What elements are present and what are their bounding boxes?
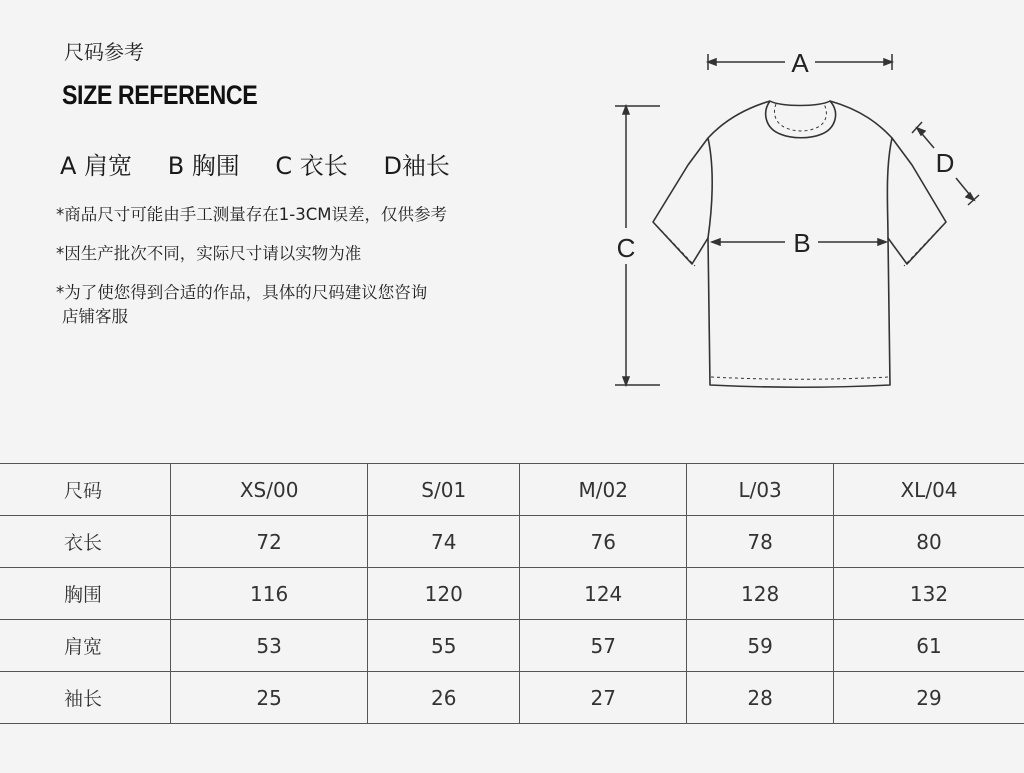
table-header-row: [0, 464, 1024, 516]
table-cell: L/03: [687, 464, 834, 516]
label-a: A: [791, 48, 809, 78]
measurement-legend: [60, 146, 478, 181]
table-cell: 132: [834, 568, 1024, 620]
table-cell: XL/04: [834, 464, 1024, 516]
legend-b: B 胸围: [167, 152, 240, 180]
table-cell: 53: [171, 620, 368, 672]
label-d: D: [935, 148, 955, 178]
label-c: C: [616, 233, 636, 263]
row-label-cell: 衣长: [0, 516, 171, 568]
table-cell: 78: [687, 516, 834, 568]
row-label-cell: 肩宽: [0, 620, 171, 672]
label-b: B: [793, 228, 811, 258]
legend-d: D袖长: [383, 152, 450, 180]
notes: [56, 205, 536, 346]
note-consult: *为了使您得到合适的作品，具体的尺码建议您咨询: [56, 283, 428, 302]
table-cell: 61: [834, 620, 1024, 672]
table-cell: 25: [171, 672, 368, 724]
table-cell: 27: [520, 672, 687, 724]
table-cell: 76: [520, 516, 687, 568]
table-cell: 28: [687, 672, 834, 724]
table-cell: 120: [368, 568, 520, 620]
table-row: [0, 620, 1024, 672]
row-label-cell: 袖长: [0, 672, 171, 724]
table-row: [0, 516, 1024, 568]
legend-a: A 肩宽: [60, 152, 133, 180]
table-cell: 59: [687, 620, 834, 672]
row-label-cell: 尺码: [0, 464, 171, 516]
table-cell: XS/00: [171, 464, 368, 516]
title-chinese: 尺码参考: [64, 40, 144, 64]
table-cell: 26: [368, 672, 520, 724]
table-cell: S/01: [368, 464, 520, 516]
table-row: [0, 568, 1024, 620]
table-cell: M/02: [520, 464, 687, 516]
table-cell: 128: [687, 568, 834, 620]
table-cell: 116: [171, 568, 368, 620]
table-cell: 80: [834, 516, 1024, 568]
note-tolerance: *商品尺寸可能由手工测量存在1-3CM误差，仅供参考: [56, 205, 447, 224]
legend-c: C 衣长: [275, 152, 348, 180]
note-consult-cont: 店铺客服: [62, 307, 128, 326]
table-cell: 57: [520, 620, 687, 672]
table-row: [0, 672, 1024, 724]
table-cell: 74: [368, 516, 520, 568]
row-label-cell: 胸围: [0, 568, 171, 620]
table-cell: 55: [368, 620, 520, 672]
table-cell: 29: [834, 672, 1024, 724]
table-cell: 72: [171, 516, 368, 568]
note-batch: *因生产批次不同，实际尺寸请以实物为准: [56, 244, 362, 263]
size-table: [0, 463, 1024, 724]
table-cell: 124: [520, 568, 687, 620]
title-english: SIZE REFERENCE: [62, 80, 258, 110]
tshirt-diagram: [600, 40, 980, 400]
